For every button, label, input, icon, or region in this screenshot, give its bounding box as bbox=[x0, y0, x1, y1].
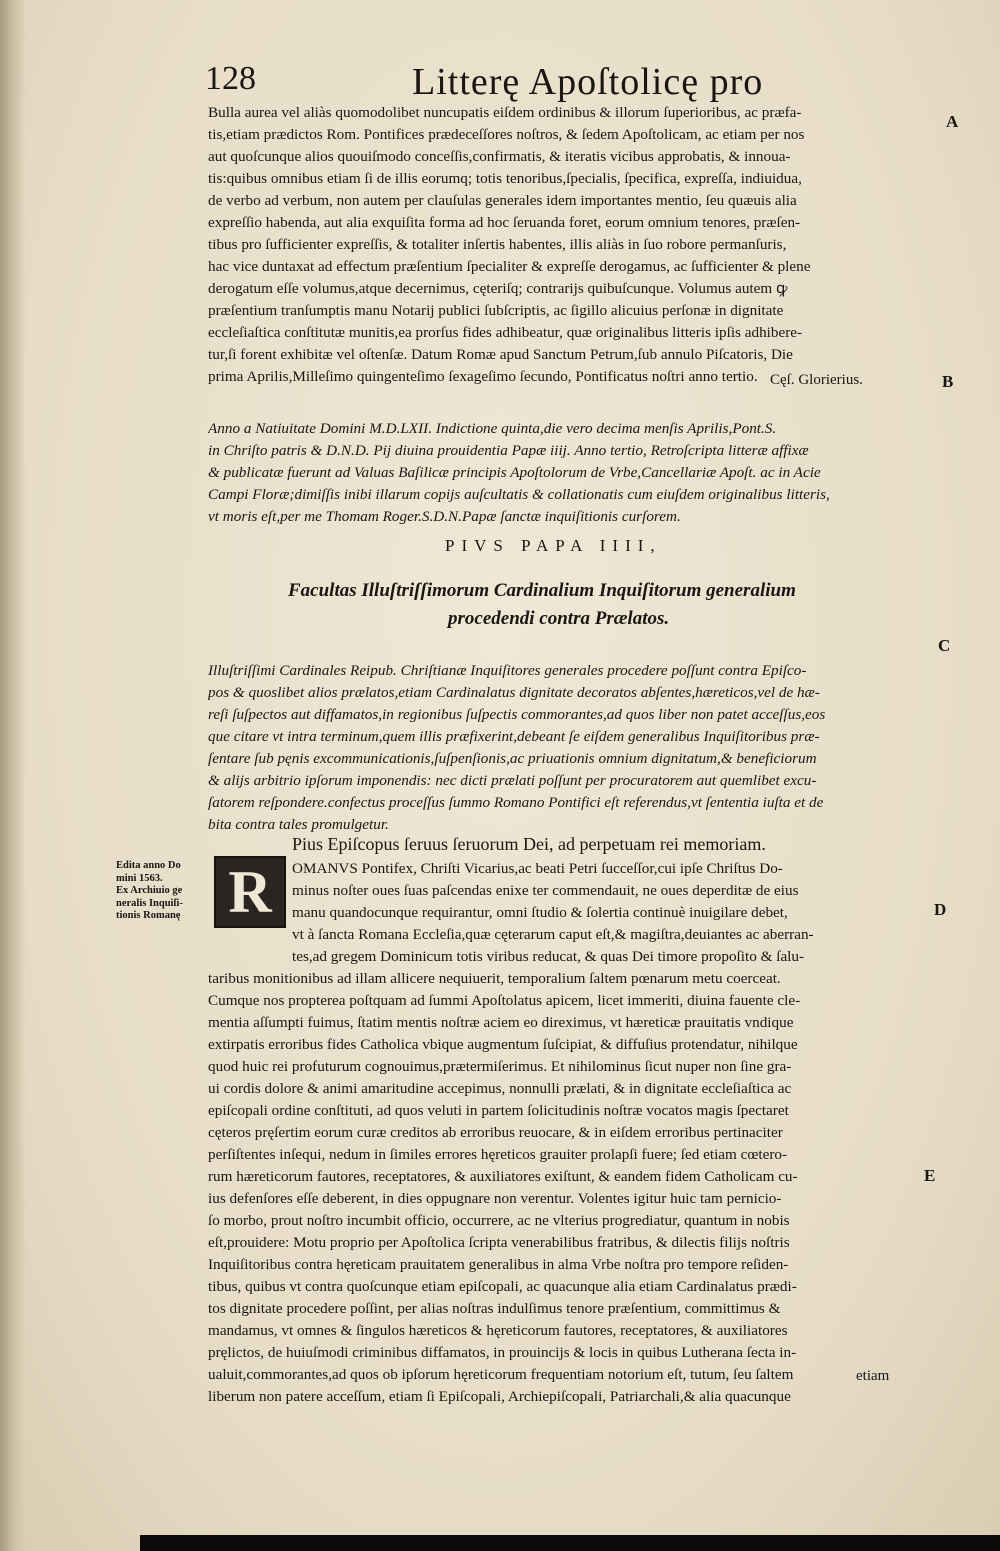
text-line: ſo morbo, prout noſtro incumbit officio, occurrere, ac ne vlterius progrediatur, quantum in nobis bbox=[208, 1212, 790, 1229]
text-line: tibus pro ſufficienter expreſſis, & totaliter inſertis habentes, illis aliàs in ſuo robore permanſuris, bbox=[208, 236, 787, 253]
bull-title-line-1: Facultas Illuſtriſſimorum Cardinalium Inquiſitorum generalium bbox=[288, 580, 796, 601]
text-line: expreſſio habenda, aut alia exquiſita forma ad hoc ſeruanda foret, eorum omnium tenores, præſen- bbox=[208, 214, 801, 231]
text-line: tis:quibus omnibus etiam ſi de illis eorumq; totis tenoribus,ſpecialis, ſpecifica, expreſſa, indiuidua, bbox=[208, 170, 802, 187]
drop-cap-letter: R bbox=[228, 859, 272, 925]
text-line: pręlictos, de huiuſmodi criminibus diffamatos, in prouincijs & locis in quibus Lutherana ſecta in- bbox=[208, 1344, 797, 1361]
side-note-line: Ex Archiuio ge bbox=[116, 885, 183, 896]
text-line: de verbo ad verbum, non autem per clauſulas generales idem importantes mentio, ſeu quæuis alia bbox=[208, 192, 797, 209]
text-line: pos & quoslibet alios prælatos,etiam Cardinalatus dignitate decoratos abſentes,hæreticos,vel de hæ- bbox=[208, 684, 820, 701]
text-line: que citare vt intra terminum,quem illis præfixerint,debeant ſe eiſdem generalibus Inquiſitoribus præ- bbox=[208, 728, 820, 745]
text-line: ui cordis dolore & animi amaritudine accepimus, nonnulli prælati, & in dignitate eccleſiaſtica ac bbox=[208, 1080, 792, 1097]
text-line: minus noſter oues ſuas paſcendas enixe ter commendauit, ne oues deperditæ de eius bbox=[292, 882, 799, 899]
text-line: vt à ſancta Romana Eccleſia,quæ cęterarum caput eſt,& magiſtra,deuiantes ac aberran- bbox=[292, 926, 814, 943]
page-bottom-edge bbox=[140, 1535, 1000, 1551]
pius-heading: PIVS PAPA IIII, bbox=[445, 536, 662, 555]
side-note-line: Edita anno Do bbox=[116, 860, 181, 871]
text-line: cęteros pręſertim eorum curæ creditos ab erroribus reuocare, & in eiſdem erroribus pertinaciter bbox=[208, 1124, 783, 1141]
bull-title-line-2: procedendi contra Prælatos. bbox=[448, 608, 670, 629]
text-line: Inquiſitoribus contra hęreticam prauitatem generalibus in alma Vrbe noſtra pro tempore reſiden- bbox=[208, 1256, 789, 1273]
text-line: derogatum eſſe volumus,atque decernimus, cęteriſq; contrarijs quibuſcunque. Volumus autem ꝙ bbox=[208, 280, 788, 297]
side-note-line: neralis Inquiſi- bbox=[116, 897, 183, 909]
text-line: bita contra tales promulgetur. bbox=[208, 816, 389, 833]
signature: Cęſ. Glorierius. bbox=[770, 372, 863, 388]
text-line: perſiſtentes inſequi, nedum in ſimiles errores hęreticos grauiter prolapſi fuere; ſed etiam cœtero- bbox=[208, 1146, 788, 1163]
text-line: Campi Floræ;dimiſſis inibi illarum copijs auſcultatis & collationatis cum eiuſdem originalibus litteris, bbox=[208, 486, 830, 503]
side-note-line: mini 1563. bbox=[116, 872, 163, 884]
margin-letter-d: D bbox=[934, 900, 947, 919]
margin-letter-e: E bbox=[924, 1166, 936, 1185]
text-line: mentia aſſumpti fuimus, ſtatim mentis noſtræ aciem eo direximus, vt hæreticæ prauitatis vndique bbox=[208, 1014, 794, 1031]
text-line: extirpatis erroribus fides Catholica vbique augmentum ſuſcipiat, & diffuſius protendatur, nihilque bbox=[208, 1036, 798, 1053]
page-binding-shadow bbox=[0, 0, 26, 1551]
margin-letter-c: C bbox=[938, 636, 951, 655]
text-line: quod huic rei profuturum cognouimus,prætermiſerimus. Et nihilominus ſicut nuper non ſine gra- bbox=[208, 1058, 792, 1075]
text-line: vt moris eſt,per me Thomam Roger.S.D.N.Papæ ſanctæ inquiſitionis curſorem. bbox=[208, 508, 681, 525]
text-line: eccleſiaſtica conſtitutæ munitis,ea prorſus fides adhibeatur, quæ originalibus litteris ipſis adhibere- bbox=[208, 324, 803, 341]
text-line: ſentare ſub pęnis excommunicationis,ſuſpenſionis,ac priuationis omnium dignitatum,& beneficiorum bbox=[208, 750, 817, 767]
text-line: OMANVS Pontifex, Chriſti Vicarius,ac beati Petri ſucceſſor,cui ipſe Chriſtus Do- bbox=[292, 860, 783, 877]
margin-letter-b: B bbox=[942, 372, 954, 391]
text-line: in Chriſto patris & D.N.D. Pij diuina prouidentia Papæ iiij. Anno tertio, Retroſcripta litteræ affixæ bbox=[208, 442, 809, 459]
text-line: mandamus, vt omnes & ſingulos hæreticos & hęreticorum fautores, receptatores, & auxiliatores bbox=[208, 1322, 788, 1339]
text-line: tes,ad gregem Dominicum totis viribus reducat, & quas Dei timore propoſito & ſalu- bbox=[292, 948, 805, 965]
text-line: Bulla aurea vel aliàs quomodolibet nuncupatis eiſdem ordinibus & illorum ſuperioribus, ac præfa- bbox=[208, 104, 802, 121]
margin-letter-a: A bbox=[946, 112, 959, 131]
text-line: præſentium tranſumptis manu Notarij publici ſubſcriptis, ac ſigillo alicuius perſonæ in dignitate bbox=[208, 302, 784, 319]
text-line: liberum non patere acceſſum, etiam ſi Epiſcopali, Archiepiſcopali, Patriarchali,& alia quacunque bbox=[208, 1388, 791, 1405]
text-line: ſatorem reſpondere.confectus proceſſus ſummo Romano Pontifici eſt referendus,vt ſententia iuſta et de bbox=[208, 794, 824, 811]
text-line: hac vice duntaxat ad effectum præſentium ſpecialiter & expreſſe derogamus, ac ſufficienter & plene bbox=[208, 258, 811, 275]
text-line: tur,ſi forent exhibitæ vel oſtenſæ. Datum Romæ apud Sanctum Petrum,ſub annulo Piſcatoris, Die bbox=[208, 346, 793, 363]
catchword: etiam bbox=[856, 1368, 890, 1384]
text-line: tis,etiam prædictos Rom. Pontifices prædeceſſores noſtros, & ſedem Apoſtolicam, ac etiam per nos bbox=[208, 126, 805, 143]
text-line: ualuit,commorantes,ad quos ob ipſorum hęreticorum frequentiam notorium eſt, tutum, ſeu ſaltem bbox=[208, 1366, 794, 1383]
text-line: Anno a Natiuitate Domini M.D.LXII. Indictione quinta,die vero decima menſis Aprilis,Pont.S. bbox=[208, 420, 777, 437]
text-line: prima Aprilis,Milleſimo quingenteſimo ſexageſimo ſecundo, Pontificatus noſtri anno tertio. bbox=[208, 368, 758, 385]
side-note bbox=[116, 860, 208, 923]
running-head: Litterę Apoſtolicę pro bbox=[412, 61, 764, 103]
text-line: Cumque nos propterea poſtquam ad ſummi Apoſtolatus apicem, licet immeriti, diuina fauente cle- bbox=[208, 992, 801, 1009]
page-number: 128 bbox=[205, 60, 256, 97]
text-line: taribus monitionibus ad illam allicere nequiuerit, temporalium ſaltem pœnarum metu coerceat. bbox=[208, 970, 781, 987]
text-line: tibus, quibus vt contra quoſcunque etiam epiſcopali, ac quacunque alia etiam Cardinalatus prædi- bbox=[208, 1278, 797, 1295]
text-line: reſi ſuſpectos aut diffamatos,in regionibus ſuſpectis commorantes,ad quos liber non patet acceſſus,eos bbox=[208, 706, 826, 723]
text-line: & alijs arbitrio ipſorum imponendis: nec dicti prælati poſſunt per procuratorem aut quemlibet excu- bbox=[208, 772, 817, 789]
text-line: epiſcopali ordine conſtituti, ad quos veluti in partem ſolicitudinis noſtræ vocatos magis ſpectaret bbox=[208, 1102, 789, 1119]
side-note-line: tionis Romanę bbox=[116, 910, 181, 921]
text-line: eſt,prouidere: Motu proprio per Apoſtolica ſcripta venerabilibus fratribus, & dilectis filijs noſtris bbox=[208, 1234, 790, 1251]
text-line: manu quandocunque requirantur, omni ſtudio & ſolertia continuè inuigilare debet, bbox=[292, 904, 788, 921]
text-line: ius defenſores eſſe deberent, in dies oppugnare non verentur. Volentes igitur huic tam pernicio- bbox=[208, 1190, 782, 1207]
text-line: Illuſtriſſimi Cardinales Reipub. Chriſtianæ Inquiſitores generales procedere poſſunt contra Epiſco- bbox=[208, 662, 807, 679]
text-line: rum hæreticorum fautores, receptatores, & auxiliatores exiſtunt, & eandem fidem Catholicam cu- bbox=[208, 1168, 798, 1185]
bull-opening-heading: Pius Epiſcopus ſeruus ſeruorum Dei, ad perpetuam rei memoriam. bbox=[292, 834, 766, 854]
text-line: aut quoſcunque alios quouiſmodo conceſſis,confirmatis, & iteratis vicibus approbatis, & innoua- bbox=[208, 148, 791, 165]
text-line: tos dignitate procedere poſſint, per alias noſtras indulſimus tenore præſentium, committimus & bbox=[208, 1300, 781, 1317]
text-line: & publicatæ fuerunt ad Valuas Baſilicæ principis Apoſtolorum de Vrbe,Cancellariæ Apoſt. ac in Acie bbox=[208, 464, 821, 481]
